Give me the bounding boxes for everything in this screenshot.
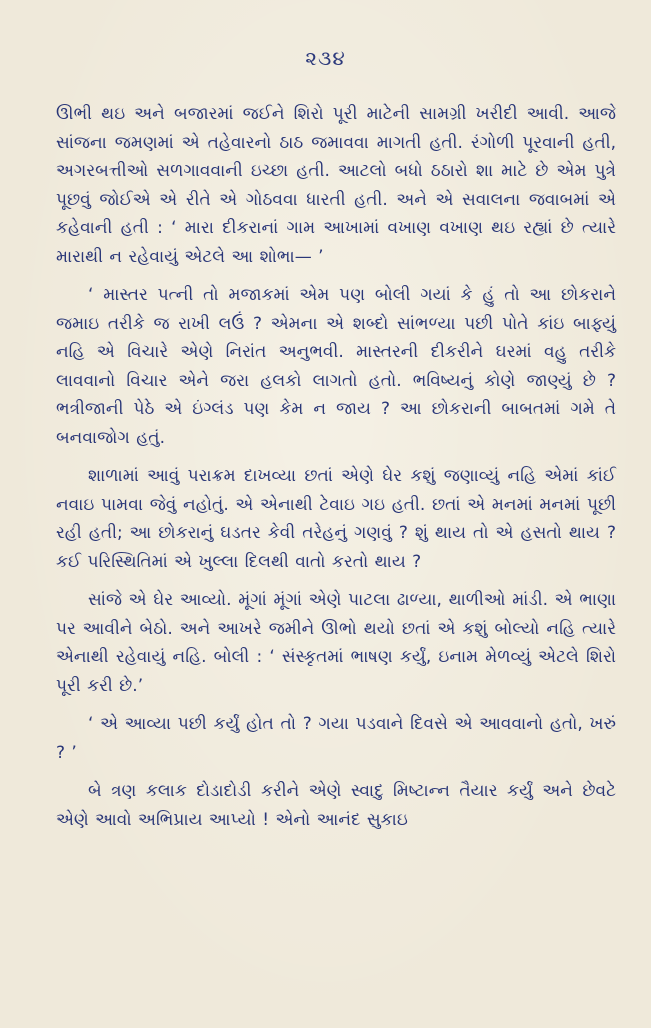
paragraph-3: શાળામાં આવું પરાક્રમ દાખવ્યા છતાં એણે ઘેર કશું જણાવ્યું નહિ એમાં કાંઈ નવાઇ પામવા જેવું નહોતું. એ એનાથી ટેવાઇ ગઇ હતી. છતાં એ મનમાં મનમાં પૂછી રહી હતી; આ છોકરાનું ઘડતર કેવી તરેહનું ગણવું ? શું થાય તો એ હસતો થાય ? કઈ પરિસ્થિતિમાં એ ખુલ્લા દિલથી વાતો કરતો થાય ? <box>56 466 616 572</box>
page-number: ૨૩૪ <box>305 46 346 70</box>
paragraph-2: ‘ માસ્તર પત્ની તો મજાકમાં એમ પણ બોલી ગયાં કે હું તો આ છોકરાને જમાઇ તરીકે જ રાખી લઉં ? એમના એ શબ્દો સાંભળ્યા પછી પોતે કાંઇ બાફ્યું નહિ એ વિચારે એણે નિરાંત અનુભવી. માસ્તરની દીકરીને ઘરમાં વહુ તરીકે લાવવાનો વિચાર એને જરા હલકો લાગતો હતો. ભવિષ્યનું કોણે જાણ્યું છે ? ભત્રીજાની પેઠે એ ઇંગ્લંડ પણ કેમ ન જાય ? આ છોકરાની બાબતમાં ગમે તે બનવાજોગ હતું. <box>56 285 616 448</box>
paragraph-4: સાંજે એ ઘેર આવ્યો. મૂંગાં મૂંગાં એણે પાટલા ઢાળ્યા, થાળીઓ માંડી. એ ભાણા પર આવીને બેઠો. અને આખરે જમીને ઊભો થયો છતાં એ કશું બોલ્યો નહિ ત્યારે એનાથી રહેવાયું નહિ. બોલી : ‘ સંસ્કૃતમાં ભાષણ કર્યું, ઇનામ મેળવ્યું એટલે શિરો પૂરી કરી છે.’ <box>56 590 616 696</box>
paragraph-1: ઊભી થઇ અને બજારમાં જઈને શિરો પૂરી માટેની સામગ્રી ખરીદી આવી. આજે સાંજના જમણમાં એ તહેવારનો ઠાઠ જમાવવા માગતી હતી. રંગોળી પૂરવાની હતી, અગરબત્તીઓ સળગાવવાની ઇચ્છા હતી. આટલો બધો ઠઠારો શા માટે છે એમ પુત્રે પૂછવું જોઈએ એ રીતે એ ગોઠવવા ધારતી હતી. અને એ સવાલના જવાબમાં એ કહેવાની હતી : ‘ મારા દીકરાનાં ગામ આખામાં વખાણ વખાણ થઇ રહ્યાં છે ત્યારે મારાથી ન રહેવાયું એટલે આ શોભા— ’ <box>56 104 616 267</box>
body-text <box>56 100 616 834</box>
paragraph-6: બે ત્રણ કલાક દોડાદોડી કરીને એણે સ્વાદુ મિષ્ટાન્ન તૈયાર કર્યું અને છેવટે એણે આવો અભિપ્રાય આપ્યો ! એનો આનંદ સુકાઇ <box>56 781 616 830</box>
paragraph-5: ‘ એ આવ્યા પછી કર્યું હોત તો ? ગયા પડવાને દિવસે એ આવવાનો હતો, ખરું ? ’ <box>56 714 616 763</box>
